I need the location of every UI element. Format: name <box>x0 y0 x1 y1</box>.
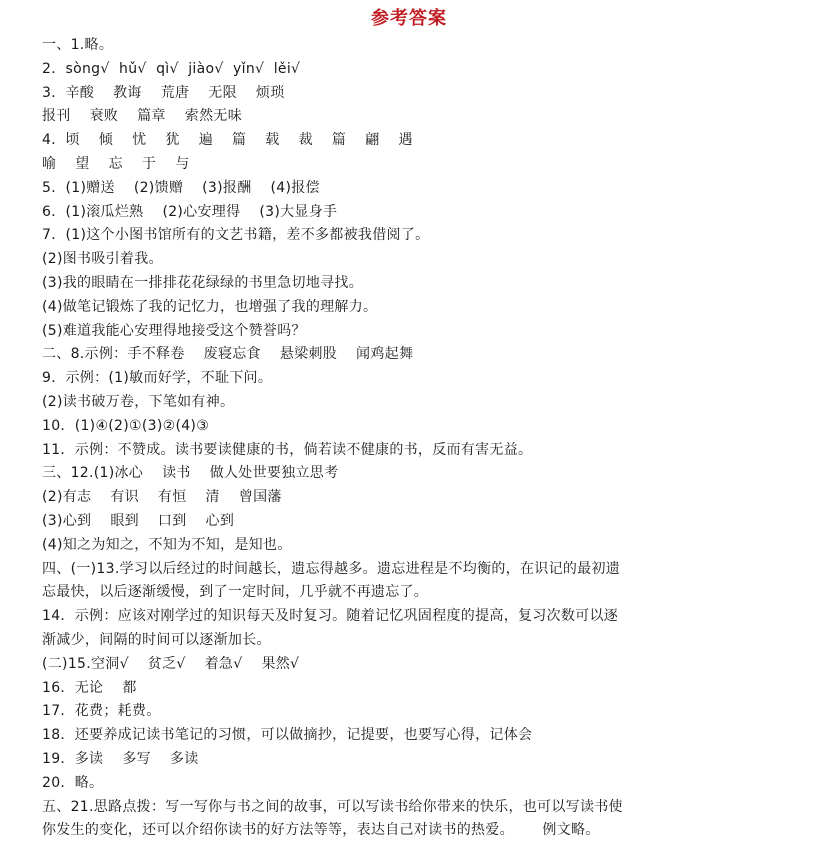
answer-line: 11．示例：不赞成。读书要读健康的书，倘若读不健康的书，反而有害无益。 <box>42 441 533 458</box>
answer-line: 三、12.(1)冰心 读书 做人处世要独立思考 <box>42 465 339 482</box>
answer-line: (3)我的眼睛在一排排花花绿绿的书里急切地寻找。 <box>42 274 364 291</box>
answer-line: 你发生的变化，还可以介绍你读书的好方法等等，表达自己对读书的热爱。 例文略。 <box>42 822 600 839</box>
answer-line: 16．无论 都 <box>42 679 137 696</box>
answer-line: 报刊 衰败 篇章 索然无味 <box>42 108 243 125</box>
answer-line: 忘最快，以后逐渐缓慢，到了一定时间，几乎就不再遗忘了。 <box>42 584 429 601</box>
answer-line: 渐减少，间隔的时间可以逐渐加长。 <box>42 631 271 648</box>
answer-line: 17．花费；耗费。 <box>42 703 161 720</box>
answer-lines <box>42 34 776 843</box>
answer-line: 3．辛酸 教诲 荒唐 无限 烦琐 <box>42 84 285 101</box>
answer-line: (二)15.空洞√ 贫乏√ 着急√ 果然√ <box>42 655 300 672</box>
answer-line: 五、21.思路点拨：写一写你与书之间的故事，可以写读书给你带来的快乐，也可以写读书使 <box>42 798 623 815</box>
page-title: 参考答案 <box>371 8 447 29</box>
answer-line: (2)图书吸引着我。 <box>42 251 163 268</box>
answer-line: (5)难道我能心安理得地接受这个赞誉吗？ <box>42 322 306 339</box>
answer-line: (4)做笔记锻炼了我的记忆力，也增强了我的理解力。 <box>42 298 378 315</box>
answer-line: 四、(一)13.学习以后经过的时间越长，遗忘得越多。遗忘进程是不均衡的，在识记的最初遗 <box>42 560 621 577</box>
answer-line: (4)知之为知之，不知为不知，是知也。 <box>42 536 292 553</box>
answer-line: (3)心到 眼到 口到 心到 <box>42 512 235 529</box>
answer-line: 2．sòng√ hǔ√ qì√ jiào√ yǐn√ lěi√ <box>42 60 301 77</box>
answer-line: 4．顷 倾 忧 犹 遍 篇 载 裁 篇 翩 遇 <box>42 132 413 149</box>
answer-line: 喻 望 忘 于 与 <box>42 155 190 172</box>
answer-line: 6．(1)滚瓜烂熟 (2)心安理得 (3)大显身手 <box>42 203 338 220</box>
answer-line: 19．多读 多写 多读 <box>42 750 199 767</box>
answer-line: 二、8.示例：手不释卷 废寝忘食 悬梁刺股 闻鸡起舞 <box>42 346 414 363</box>
answer-line: 9．示例：(1)敏而好学，不耻下问。 <box>42 370 273 387</box>
answer-line: 一、1.略。 <box>42 37 114 53</box>
answer-line: 7．(1)这个小图书馆所有的文艺书籍，差不多都被我借阅了。 <box>42 227 430 244</box>
answer-line: 5．(1)赠送 (2)馈赠 (3)报酬 (4)报偿 <box>42 179 320 196</box>
answer-line: 10．(1)④(2)①(3)②(4)③ <box>42 417 210 434</box>
answer-line: (2)读书破万卷，下笔如有神。 <box>42 393 235 410</box>
answer-line: (2)有志 有识 有恒 清 曾国藩 <box>42 489 282 506</box>
answer-line: 14．示例：应该对刚学过的知识每天及时复习。随着记忆巩固程度的提高，复习次数可以逐 <box>42 608 619 625</box>
answer-line: 20．略。 <box>42 774 104 791</box>
answer-line: 18．还要养成记读书笔记的习惯，可以做摘抄，记提要，也要写心得，记体会 <box>42 727 533 744</box>
